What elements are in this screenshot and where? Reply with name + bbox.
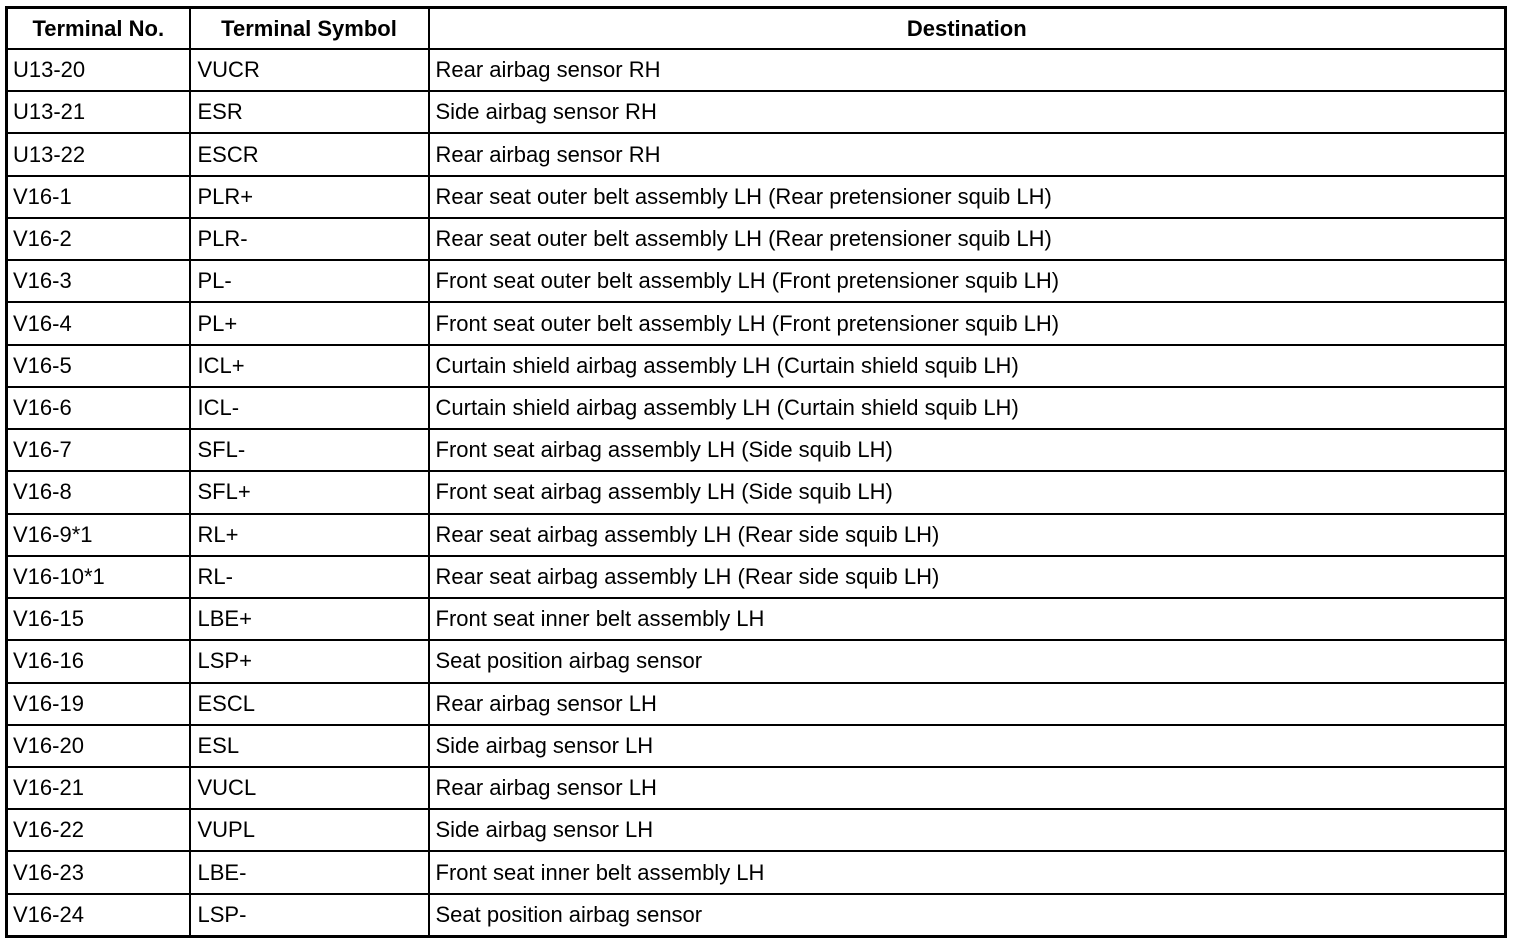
terminal-symbol-cell: VUCR [190,49,429,91]
terminal-no-cell: V16-8 [7,471,190,513]
destination-cell: Rear seat airbag assembly LH (Rear side squib LH) [429,514,1506,556]
terminal-no-cell: V16-2 [7,218,190,260]
terminal-no-cell: V16-19 [7,683,190,725]
terminal-symbol-cell: PL+ [190,302,429,344]
terminal-symbol-cell: LSP- [190,894,429,937]
header-terminal-symbol: Terminal Symbol [190,8,429,50]
terminal-symbol-cell: PLR+ [190,176,429,218]
destination-cell: Front seat outer belt assembly LH (Front pretensioner squib LH) [429,302,1506,344]
table-row [7,260,1506,302]
terminal-symbol-cell: SFL+ [190,471,429,513]
table-row [7,176,1506,218]
table-row [7,894,1506,937]
terminal-symbol-cell: SFL- [190,429,429,471]
destination-cell: Rear seat airbag assembly LH (Rear side squib LH) [429,556,1506,598]
destination-cell: Rear seat outer belt assembly LH (Rear pretensioner squib LH) [429,176,1506,218]
terminal-no-cell: V16-4 [7,302,190,344]
destination-cell: Rear seat outer belt assembly LH (Rear pretensioner squib LH) [429,218,1506,260]
table-row [7,598,1506,640]
table-row [7,725,1506,767]
table-row [7,683,1506,725]
destination-cell: Side airbag sensor LH [429,809,1506,851]
destination-cell: Front seat inner belt assembly LH [429,598,1506,640]
terminal-no-cell: V16-21 [7,767,190,809]
destination-cell: Front seat airbag assembly LH (Side squib LH) [429,471,1506,513]
terminal-symbol-cell: PLR- [190,218,429,260]
terminal-symbol-cell: ICL- [190,387,429,429]
terminal-no-cell: V16-24 [7,894,190,937]
terminal-symbol-cell: ICL+ [190,345,429,387]
terminal-symbol-cell: LBE- [190,851,429,893]
terminal-no-cell: V16-6 [7,387,190,429]
terminal-no-cell: V16-9*1 [7,514,190,556]
table-body [7,49,1506,937]
terminal-no-cell: U13-20 [7,49,190,91]
destination-cell: Curtain shield airbag assembly LH (Curtain shield squib LH) [429,387,1506,429]
terminal-no-cell: U13-22 [7,133,190,175]
header-terminal-no: Terminal No. [7,8,190,50]
table-row [7,556,1506,598]
destination-cell: Rear airbag sensor LH [429,683,1506,725]
terminal-symbol-cell: VUPL [190,809,429,851]
destination-cell: Seat position airbag sensor [429,894,1506,937]
terminal-symbol-cell: LSP+ [190,640,429,682]
table-row [7,471,1506,513]
terminal-no-cell: V16-7 [7,429,190,471]
terminal-no-cell: V16-10*1 [7,556,190,598]
destination-cell: Front seat inner belt assembly LH [429,851,1506,893]
terminal-no-cell: V16-16 [7,640,190,682]
table-row [7,133,1506,175]
table-row [7,49,1506,91]
terminal-symbol-cell: ESCL [190,683,429,725]
table-row [7,429,1506,471]
table-row [7,809,1506,851]
destination-cell: Seat position airbag sensor [429,640,1506,682]
table-row [7,640,1506,682]
terminal-table [5,6,1507,938]
terminal-no-cell: V16-22 [7,809,190,851]
table-row [7,302,1506,344]
terminal-symbol-cell: PL- [190,260,429,302]
terminal-symbol-cell: RL- [190,556,429,598]
terminal-no-cell: U13-21 [7,91,190,133]
destination-cell: Front seat outer belt assembly LH (Front pretensioner squib LH) [429,260,1506,302]
terminal-no-cell: V16-20 [7,725,190,767]
terminal-symbol-cell: LBE+ [190,598,429,640]
destination-cell: Front seat airbag assembly LH (Side squib LH) [429,429,1506,471]
header-destination: Destination [429,8,1506,50]
terminal-no-cell: V16-23 [7,851,190,893]
destination-cell: Side airbag sensor RH [429,91,1506,133]
terminal-no-cell: V16-1 [7,176,190,218]
terminal-symbol-cell: VUCL [190,767,429,809]
table-row [7,387,1506,429]
table-row [7,851,1506,893]
destination-cell: Side airbag sensor LH [429,725,1506,767]
table-header [7,8,1506,50]
destination-cell: Rear airbag sensor LH [429,767,1506,809]
terminal-symbol-cell: ESCR [190,133,429,175]
table-row [7,218,1506,260]
destination-cell: Rear airbag sensor RH [429,133,1506,175]
terminal-symbol-cell: RL+ [190,514,429,556]
terminal-no-cell: V16-15 [7,598,190,640]
table-row [7,91,1506,133]
header-row [7,8,1506,50]
destination-cell: Rear airbag sensor RH [429,49,1506,91]
table-row [7,345,1506,387]
destination-cell: Curtain shield airbag assembly LH (Curtain shield squib LH) [429,345,1506,387]
terminal-symbol-cell: ESL [190,725,429,767]
terminal-no-cell: V16-5 [7,345,190,387]
table-row [7,767,1506,809]
terminal-symbol-cell: ESR [190,91,429,133]
table-row [7,514,1506,556]
terminal-no-cell: V16-3 [7,260,190,302]
